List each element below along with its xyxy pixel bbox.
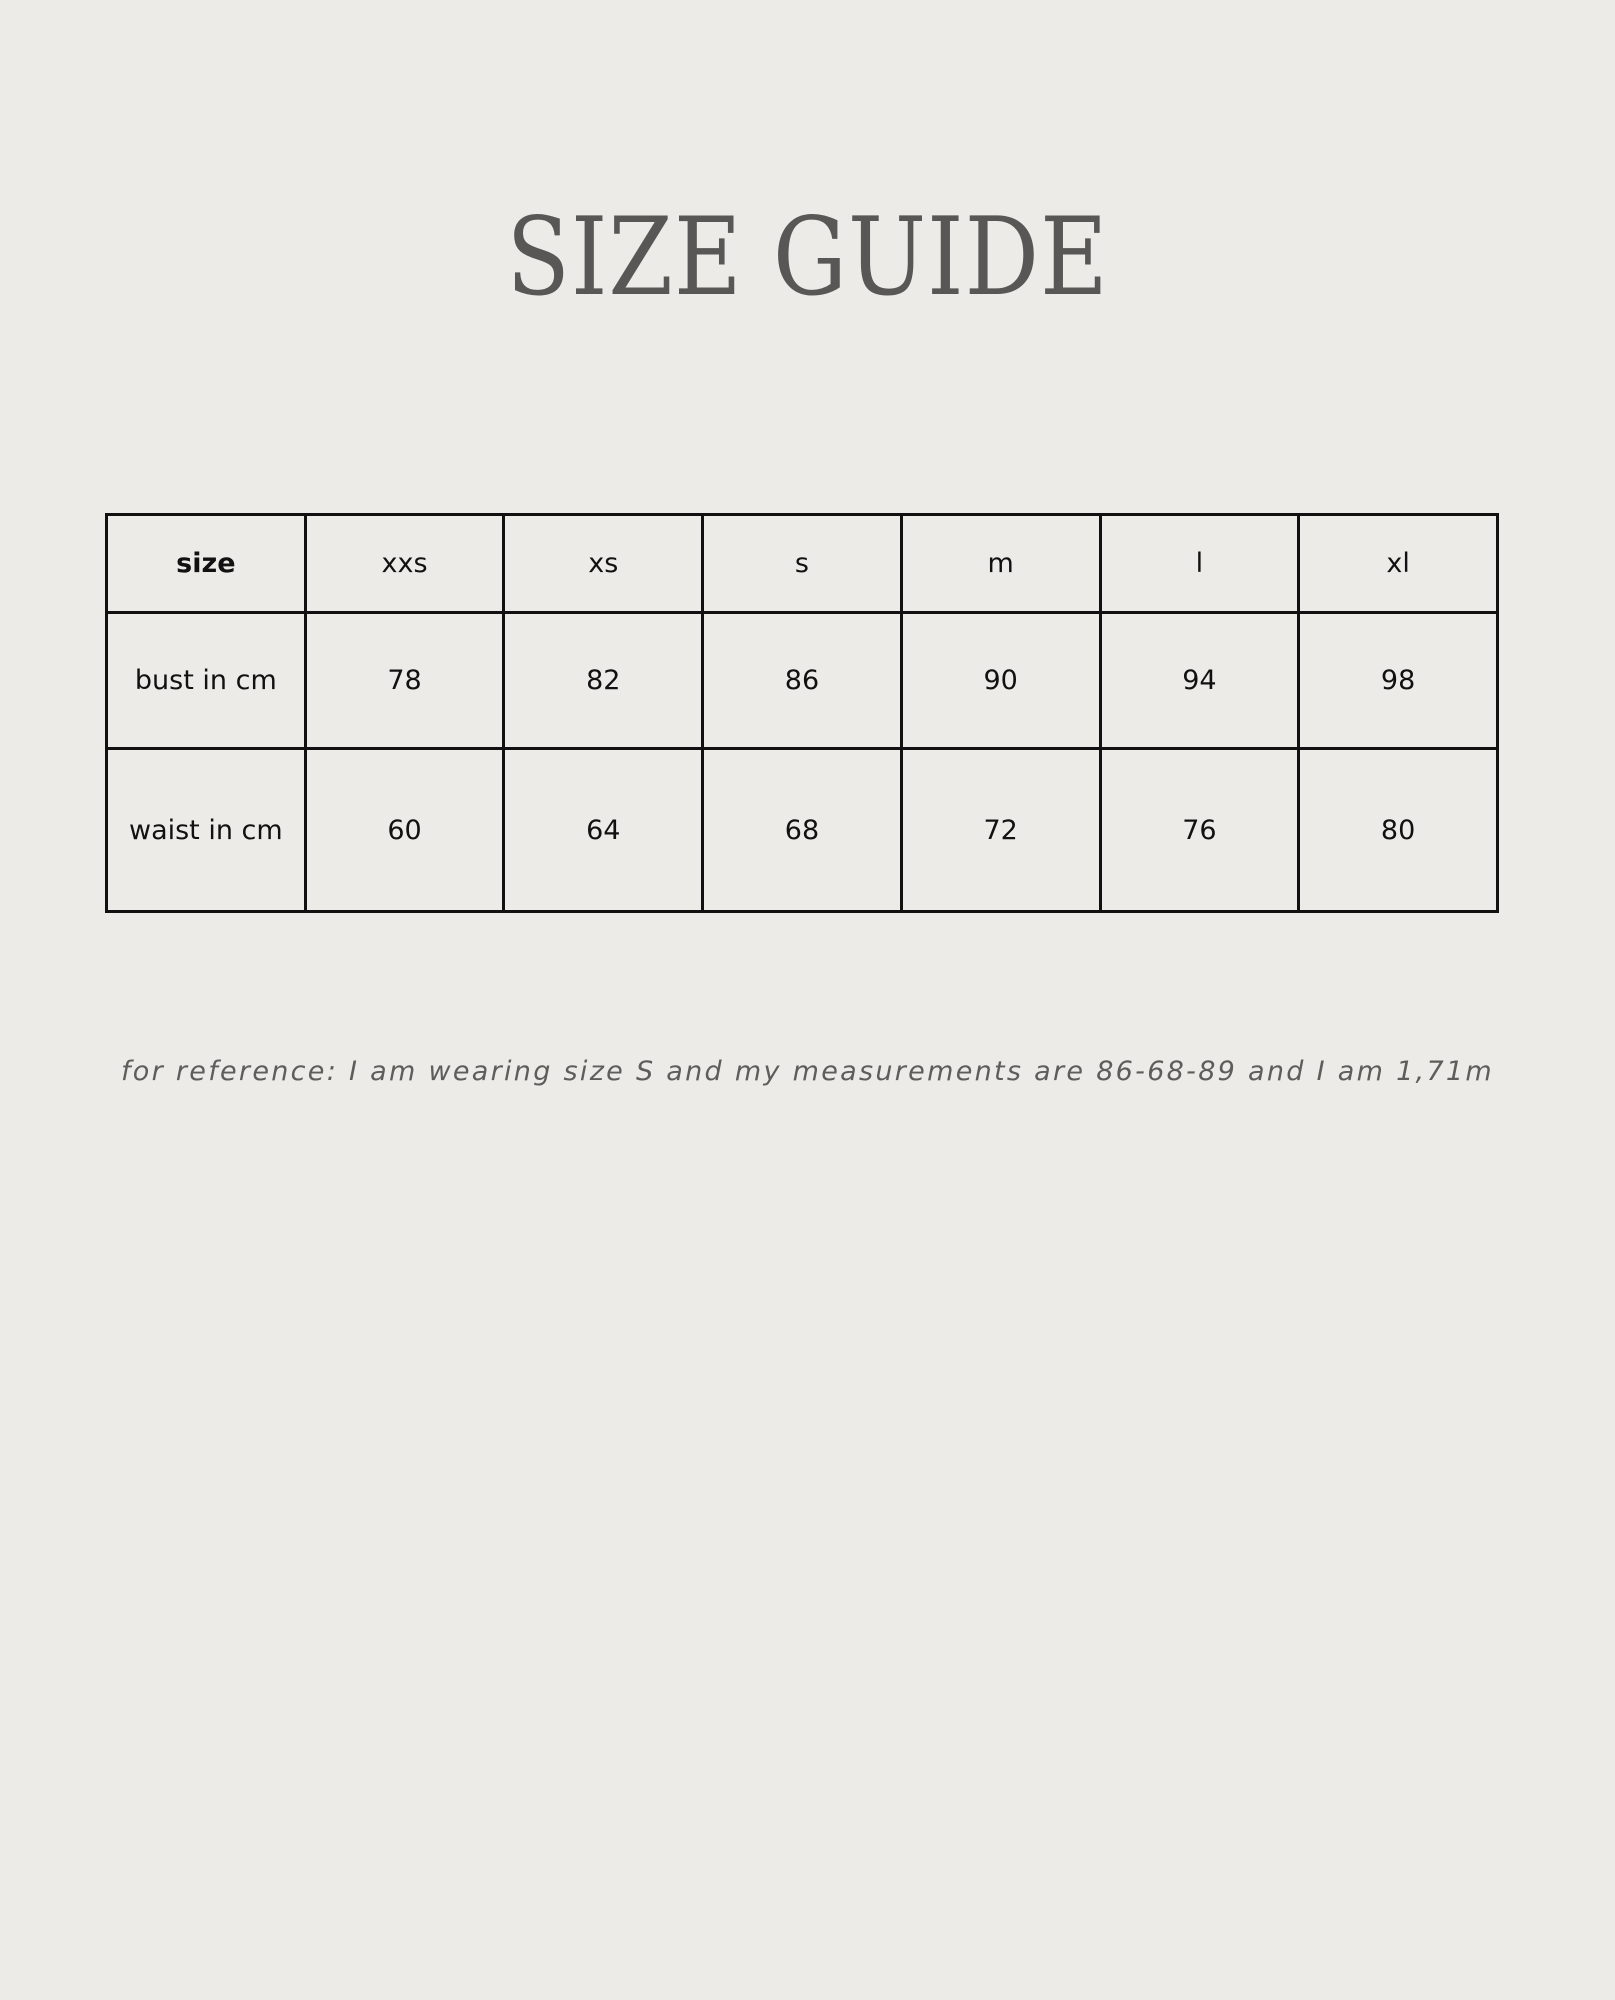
- table-row-bust: [107, 613, 1498, 749]
- bust-value-xxs: 78: [305, 613, 504, 749]
- row-label-waist: waist in cm: [107, 749, 306, 912]
- waist-value-xl: 80: [1299, 749, 1498, 912]
- bust-value-m: 90: [901, 613, 1100, 749]
- page-title: SIZE GUIDE: [506, 195, 1109, 320]
- header-label-size: size: [107, 515, 306, 613]
- size-header-m: m: [901, 515, 1100, 613]
- waist-value-s: 68: [703, 749, 902, 912]
- table-header-row: [107, 515, 1498, 613]
- bust-value-s: 86: [703, 613, 902, 749]
- bust-value-xs: 82: [504, 613, 703, 749]
- size-header-l: l: [1100, 515, 1299, 613]
- size-header-s: s: [703, 515, 902, 613]
- bust-value-l: 94: [1100, 613, 1299, 749]
- size-header-xl: xl: [1299, 515, 1498, 613]
- waist-value-xxs: 60: [305, 749, 504, 912]
- waist-value-l: 76: [1100, 749, 1299, 912]
- row-label-bust: bust in cm: [107, 613, 306, 749]
- size-header-xxs: xxs: [305, 515, 504, 613]
- size-header-xs: xs: [504, 515, 703, 613]
- waist-value-xs: 64: [504, 749, 703, 912]
- size-table: [105, 513, 1499, 913]
- waist-value-m: 72: [901, 749, 1100, 912]
- table-row-waist: [107, 749, 1498, 912]
- bust-value-xl: 98: [1299, 613, 1498, 749]
- reference-note: for reference: I am wearing size S and my measurements are 86-68-89 and I am 1,71m: [121, 1056, 1494, 1087]
